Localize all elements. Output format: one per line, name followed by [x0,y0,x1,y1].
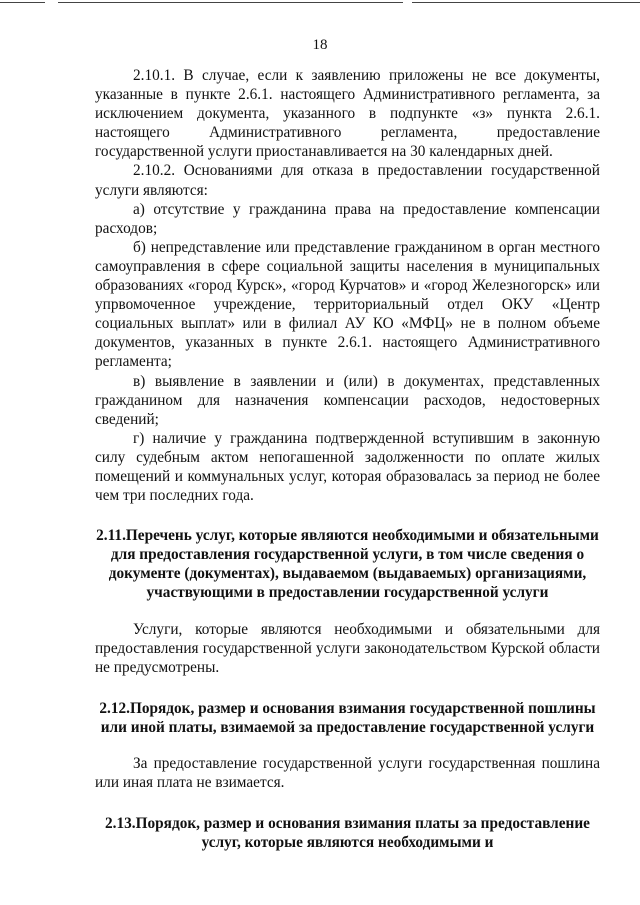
page-number: 18 [312,37,328,53]
section-heading-2-11: 2.11.Перечень услуг, которые являются необходимыми и обязательными для предоставления государственной услуги, в том числе сведения о документе (документах), выдаваемом (выдаваемых) организациями, участвующими в предоставлении государственной услуги [96,527,599,602]
top-border-line [58,2,403,3]
document-body [95,66,600,852]
top-border-line [412,2,640,3]
list-item-g: г) наличие у гражданина подтвержденной вступившим в законную силу судебным актом непогашенной задолженности по оплате жилых помещений и коммунальных услуг, которая образовалась за период не более чем три последних года. [95,429,600,505]
list-item-a: а) отсутствие у гражданина права на предоставление компенсации расходов; [95,200,600,237]
list-item-v: в) выявление в заявлении и (или) в документах, представленных гражданином для назначения компенсации расходов, недостоверных сведений; [95,372,600,428]
top-border-line [0,2,45,3]
section-heading-2-13: 2.13.Порядок, размер и основания взимания платы за предоставление услуг, которые являются необходимыми и [105,815,590,852]
paragraph-2-10-2: 2.10.2. Основаниями для отказа в предоставлении государственной услуги являются: [95,162,600,199]
section-text-2-12: За предоставление государственной услуги государственная пошлина или иная плата не взимается. [95,755,600,792]
list-item-b: б) непредставление или представление гражданином в орган местного самоуправления в сфере социальной защиты населения в муниципальных образованиях «город Курск», «город Курчатов» и «город Железногорск» или упрвомоченное учреждение, территориальный отдел ОКУ «Центр социальных выплат» или в филиал АУ КО «МФЦ» не в полном объеме документов, указанных в пункте 2.6.1. настоящего Административного регламента; [95,238,600,371]
paragraph-2-10-1: 2.10.1. В случае, если к заявлению приложены не все документы, указанные в пункте 2.6.1. настоящего Административного регламента, за исключением документа, указанного в подпункте «з» пункта 2.6.1. настоящего Административного регламента, предоставление государственной услуги приостанавливается на 30 календарных дней. [95,67,600,161]
section-text-2-11: Услуги, которые являются необходимыми и обязательными для предоставления государственной услуги законодательством Курской области не предусмотрены. [95,620,600,676]
section-heading-2-12: 2.12.Порядок, размер и основания взимания государственной пошлины или иной платы, взимаемой за предоставление государственной услуги [99,699,596,736]
